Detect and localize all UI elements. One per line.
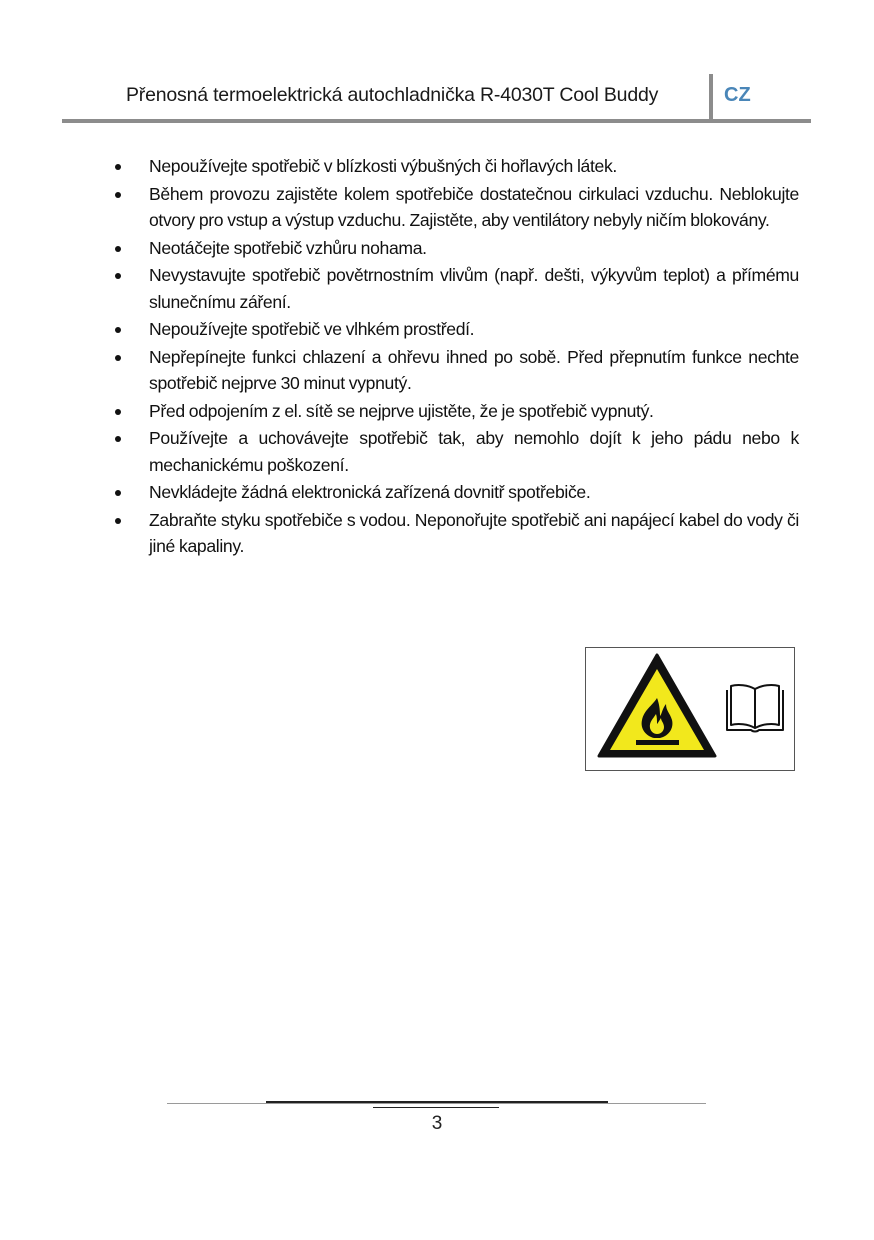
list-item: [113, 181, 799, 234]
bullet-icon: [115, 490, 121, 496]
list-item-text: Nevystavujte spotřebič povětrnostním vlivům (např. dešti, výkyvům teplot) a přímému slunečnímu záření.: [149, 265, 799, 312]
list-item: [113, 344, 799, 397]
bullet-icon: [115, 164, 121, 170]
list-item-text: Používejte a uchovávejte spotřebič tak, aby nemohlo dojít k jeho pádu nebo k mechanickému poškození.: [149, 428, 799, 475]
list-item: [113, 479, 799, 506]
read-manual-icon: [724, 681, 786, 735]
footer-rule: [373, 1107, 499, 1108]
list-item: [113, 398, 799, 425]
page-header: [0, 72, 874, 122]
bullet-icon: [115, 409, 121, 415]
footer-rule: [266, 1101, 608, 1103]
bullet-icon: [115, 518, 121, 524]
list-item: [113, 316, 799, 343]
flammable-warning-icon: [596, 652, 718, 760]
bullet-icon: [115, 355, 121, 361]
page-number: 3: [431, 1113, 443, 1134]
bullet-icon: [115, 192, 121, 198]
bullet-icon: [115, 436, 121, 442]
language-code: CZ: [724, 84, 751, 106]
list-item: [113, 507, 799, 560]
safety-list: [113, 153, 799, 561]
list-item: [113, 425, 799, 478]
bullet-icon: [115, 246, 121, 252]
bullet-icon: [115, 327, 121, 333]
footer-rule: [167, 1103, 706, 1104]
header-divider: [709, 74, 713, 120]
bullet-icon: [115, 273, 121, 279]
header-rule: [62, 119, 811, 123]
list-item: [113, 235, 799, 262]
list-item-text: Neotáčejte spotřebič vzhůru nohama.: [149, 237, 427, 258]
list-item-text: Nevkládejte žádná elektronická zařízená dovnitř spotřebiče.: [149, 482, 591, 502]
list-item: [113, 262, 799, 315]
list-item-text: Před odpojením z el. sítě se nejprve ujistěte, že je spotřebič vypnutý.: [149, 400, 654, 421]
list-item-text: Zabraňte styku spotřebiče s vodou. Neponořujte spotřebič ani napájecí kabel do vody či jiné kapaliny.: [149, 509, 799, 556]
list-item-text: Nepoužívejte spotřebič ve vlhkém prostředí.: [149, 319, 475, 339]
document-title: Přenosná termoelektrická autochladnička R-4030T Cool Buddy: [126, 84, 659, 106]
list-item-text: Během provozu zajistěte kolem spotřebiče dostatečnou cirkulaci vzduchu. Neblokujte otvory pro vstup a výstup vzduchu. Zajistěte, aby ventilátory nebyly ničím blokovány.: [149, 183, 799, 230]
list-item-text: Nepoužívejte spotřebič v blízkosti výbušných či hořlavých látek.: [149, 156, 617, 176]
warning-symbols-box: [585, 647, 795, 771]
list-item: [113, 153, 799, 180]
list-item-text: Nepřepínejte funkci chlazení a ohřevu ihned po sobě. Před přepnutím funkce nechte spotřebič nejprve 30 minut vypnutý.: [149, 346, 799, 393]
